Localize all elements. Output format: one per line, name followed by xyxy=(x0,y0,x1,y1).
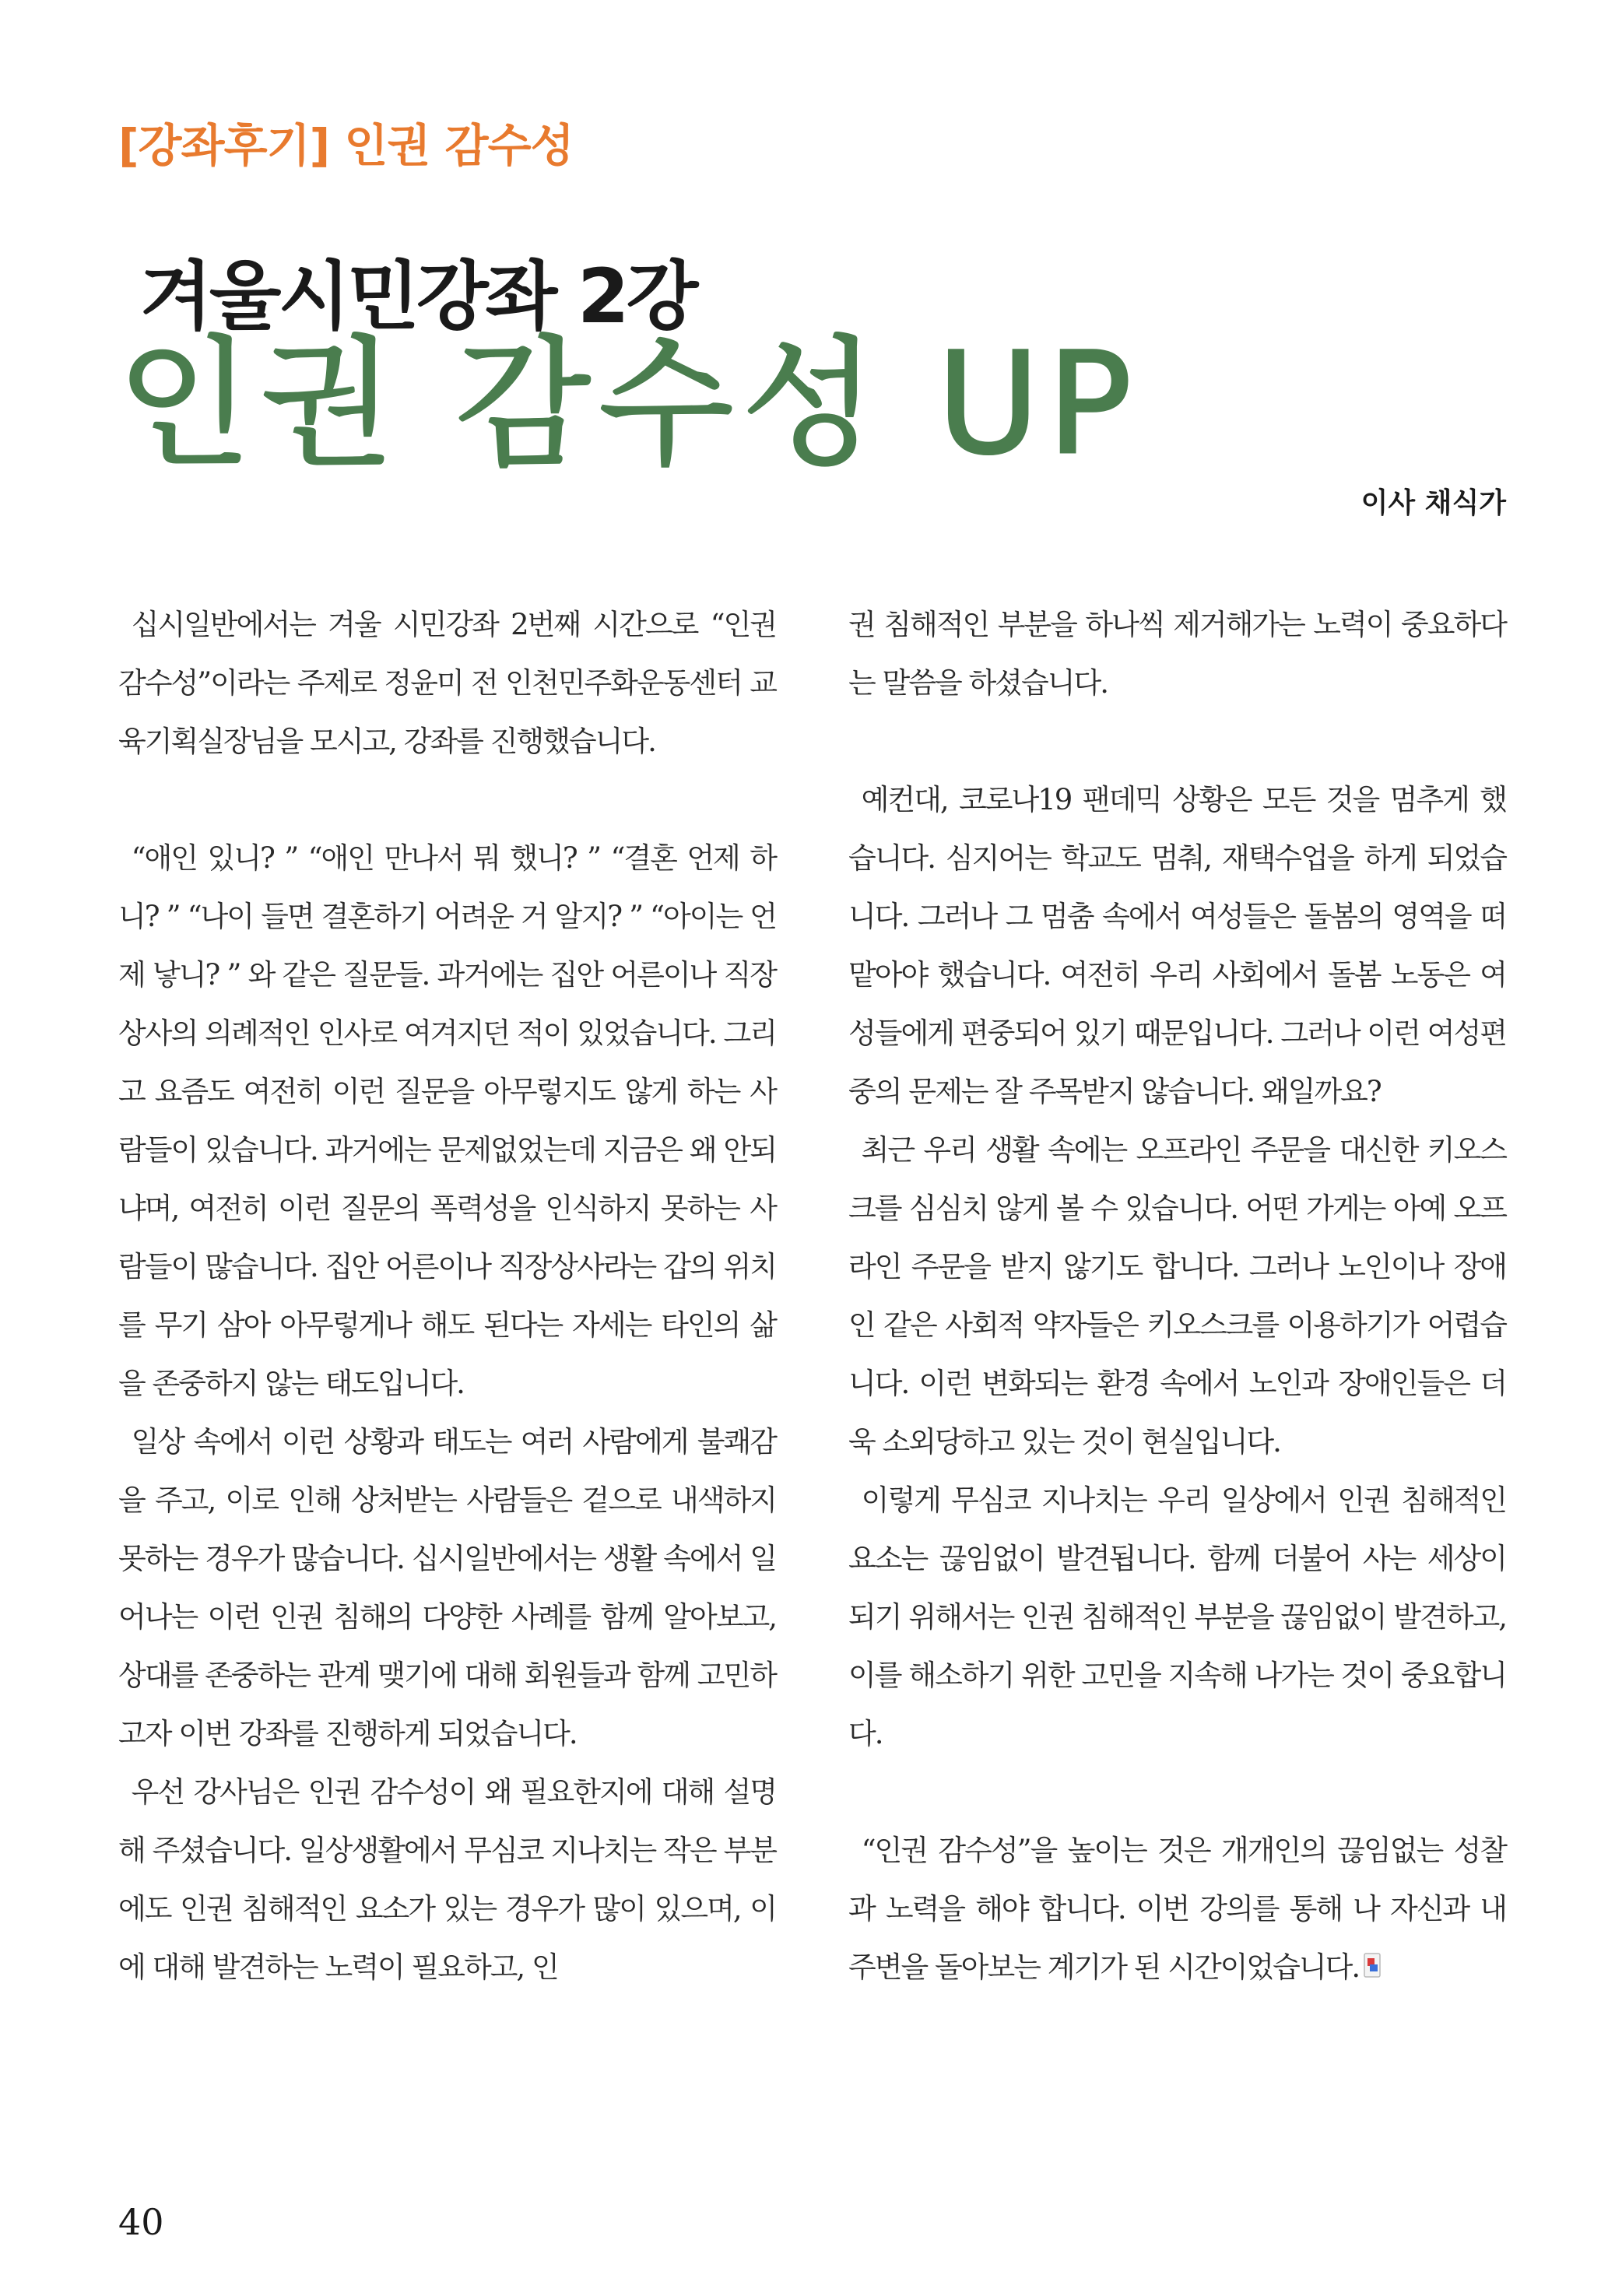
author-byline: 이사 채식가 xyxy=(1360,487,1506,519)
title-main: 인권 감수성 UP xyxy=(117,323,1140,486)
paragraph-gap xyxy=(118,771,776,829)
article-paragraph: 권 침해적인 부분을 하나씩 제거해가는 노력이 중요하다는 말씀을 하셨습니다. xyxy=(848,608,1506,700)
article-paragraph: “애인 있니? ” “애인 만나서 뭐 했니? ” “결혼 언제 하니? ” “나이 들면 결혼하기 어려운 거 알지? ” “아이는 언제 낳니? ” 와 같은 질문들. 과거에는 집안 어른이나 직장상사의 의례적인 인사로 여겨지던 적이 있었습니다. 그리고 요즘도 여전히 이런 질문을 아무렇지도 않게 하는 사람들이 있습니다. 과거에는 문제없었는데 지금은 왜 안되냐며, 여전히 이런 질문의 폭력성을 인식하지 못하는 사람들이 많습니다. 집안 어른이나 직장상사라는 갑의 위치를 무기 삼아 아무렇게나 해도 된다는 자세는 타인의 삶을 존중하지 않는 태도입니다. xyxy=(118,841,776,1400)
article-paragraph: 우선 강사님은 인권 감수성이 왜 필요한지에 대해 설명해 주셨습니다. 일상생활에서 무심코 지나치는 작은 부분에도 인권 침해적인 요소가 있는 경우가 많이 있으며, 이에 대해 발견하는 노력이 필요하고, 인 xyxy=(118,1775,776,1984)
page-number: 40 xyxy=(118,2201,164,2243)
paragraph-gap xyxy=(848,712,1506,771)
paragraph-gap xyxy=(848,1763,1506,1821)
article-paragraph: 이렇게 무심코 지나치는 우리 일상에서 인권 침해적인 요소는 끊임없이 발견됩니다. 함께 더불어 사는 세상이 되기 위해서는 인권 침해적인 부분을 끊임없이 발견하고, 이를 해소하기 위한 고민을 지속해 나가는 것이 중요합니다. xyxy=(848,1483,1506,1750)
article-paragraph: 최근 우리 생활 속에는 오프라인 주문을 대신한 키오스크를 심심치 않게 볼 수 있습니다. 어떤 가게는 아예 오프라인 주문을 받지 않기도 합니다. 그러나 노인이나 장애인 같은 사회적 약자들은 키오스크를 이용하기가 어렵습니다. 이런 변화되는 환경 속에서 노인과 장애인들은 더욱 소외당하고 있는 것이 현실입니다. xyxy=(848,1133,1506,1459)
article-column-left xyxy=(118,595,776,1996)
end-of-article-icon xyxy=(1362,1952,1382,1980)
article-paragraph: 일상 속에서 이런 상황과 태도는 여러 사람에게 불쾌감을 주고, 이로 인해 상처받는 사람들은 겉으로 내색하지 못하는 경우가 많습니다. 십시일반에서는 생활 속에서 일어나는 이런 인권 침해의 다양한 사례를 함께 알아보고, 상대를 존중하는 관계 맺기에 대해 회원들과 함께 고민하고자 이번 강좌를 진행하게 되었습니다. xyxy=(118,1425,776,1750)
article-paragraph: 십시일반에서는 겨울 시민강좌 2번째 시간으로 “인권 감수성”이라는 주제로 정윤미 전 인천민주화운동센터 교육기획실장님을 모시고, 강좌를 진행했습니다. xyxy=(118,608,776,758)
article-paragraph: 예컨대, 코로나19 팬데믹 상황은 모든 것을 멈추게 했습니다. 심지어는 학교도 멈춰, 재택수업을 하게 되었습니다. 그러나 그 멈춤 속에서 여성들은 돌봄의 영역을 떠맡아야 했습니다. 여전히 우리 사회에서 돌봄 노동은 여성들에게 편중되어 있기 때문입니다. 그러나 이런 여성편중의 문제는 잘 주목받지 않습니다. 왜일까요? xyxy=(848,783,1506,1108)
article-paragraph: “인권 감수성”을 높이는 것은 개개인의 끊임없는 성찰과 노력을 해야 합니다. 이번 강의를 통해 나 자신과 내 주변을 돌아보는 계기가 된 시간이었습니다. xyxy=(848,1834,1506,1984)
title-series: 겨울시민강좌 2강 xyxy=(140,253,696,340)
article-column-right xyxy=(848,595,1506,1996)
section-tag: [강좌후기] 인권 감수성 xyxy=(118,119,574,172)
